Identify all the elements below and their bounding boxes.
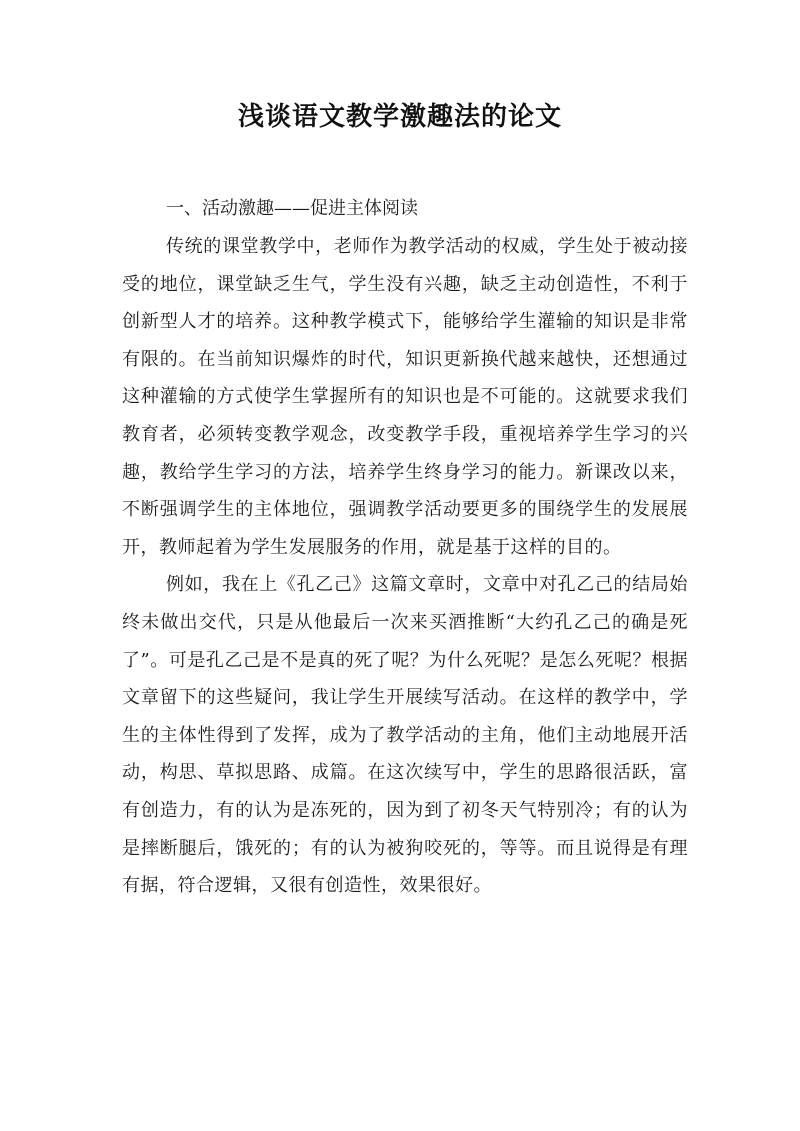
document-title: 浅谈语文教学激趣法的论文 [237, 102, 562, 132]
paragraph-1: 传统的课堂教学中，老师作为教学活动的权威，学生处于被动接受的地位，课堂缺乏生气，学生没有兴趣，缺乏主动创造性，不利于创新型人才的培养。这种教学模式下，能够给学生灌输的知识是非常有限的。在当前知识爆炸的时代，知识更新换代越来越快，还想通过这种灌输的方式使学生掌握所有的知识也是不可能的。这就要求我们教育者，必须转变教学观念，改变教学手段，重视培养学生学习的兴趣，教给学生学习的方法，培养学生终身学习的能力。新课改以来，不断强调学生的主体地位，强调教学活动要更多的围绕学生的发展展开，教师起着为学生发展服务的作用，就是基于这样的目的。 [122, 236, 688, 558]
section-heading: 一、活动激趣——促进主体阅读 [166, 198, 418, 219]
paragraph-2: 例如，我在上《孔乙己》这篇文章时，文章中对孔乙己的结局始终未做出交代，只是从他最后一次来买酒推断“大约孔乙己的确是死了”。可是孔乙己是不是真的死了呢？为什么死呢？是怎么死呢？根据文章留下的这些疑问，我让学生开展续写活动。在这样的教学中，学生的主体性得到了发挥，成为了教学活动的主角，他们主动地展开活动，构思、草拟思路、成篇。在这次续写中，学生的思路很活跃，富有创造力，有的认为是冻死的，因为到了初冬天气特别冷；有的认为是摔断腿后，饿死的；有的认为被狗咬死的，等等。而且说得是有理有据，符合逻辑，又很有创造性，效果很好。 [122, 574, 688, 897]
document-body [122, 190, 688, 905]
